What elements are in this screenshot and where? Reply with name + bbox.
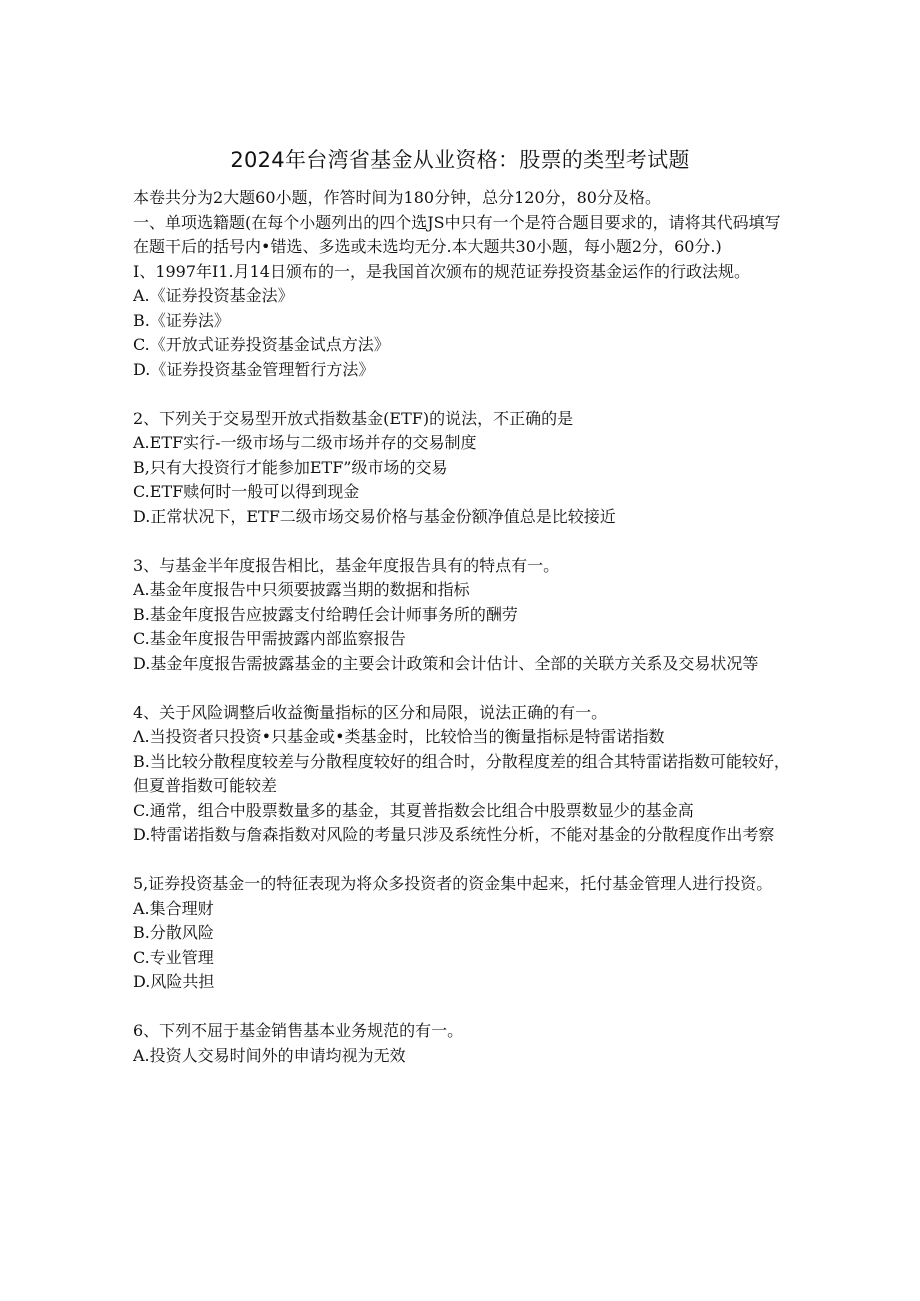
section-instruction: 一、单项选籍题(在每个小题列出的四个选JS中只有一个是符合题目要求的，请将其代码填写在题干后的括号内•错选、多选或未选均无分.本大题共30小题，每小题2分，60分.) <box>133 212 781 256</box>
option-a: A.基金年度报告中只须要披露当期的数据和指标 <box>133 580 470 599</box>
option-a: A.投资人交易时间外的申请均视为无效 <box>133 1045 406 1065</box>
option-a: A.ETF实行-一级市场与二级市场并存的交易制度 <box>133 433 477 452</box>
option-b: B.《证券法》 <box>133 310 230 330</box>
page-title: 2024年台湾省基金从业资格：股票的类型考试题 <box>230 148 690 172</box>
question-stem: 3、与基金半年度报告相比，基金年度报告具有的特点有一。 <box>133 555 560 575</box>
option-d: D.《证券投资基金管理暂行方法》 <box>133 359 375 379</box>
option-d: D.正常状况下，ETF二级市场交易价格与基金份额净值总是比较接近 <box>133 506 616 526</box>
option-d: D.风险共担 <box>133 972 215 991</box>
option-b: B.分散风险 <box>133 923 214 942</box>
option-a: A.集合理财 <box>133 898 214 918</box>
question-block <box>133 1019 793 1068</box>
question-block <box>133 260 793 383</box>
document-body <box>133 186 793 1068</box>
question-stem: 2、下列关于交易型开放式指数基金(ETF)的说法，不正确的是 <box>133 408 574 428</box>
question-stem: 4、关于风险调整后收益衡量指标的区分和局限，说法正确的有一。 <box>133 702 608 722</box>
option-a: Λ.当投资者只投资•只基金或•类基金时，比较恰当的衡量指标是特雷诺指数 <box>133 727 665 746</box>
option-b: B,只有大投资行才能参加ETF”级市场的交易 <box>133 457 448 477</box>
option-d: D.基金年度报告需披露基金的主要会计政策和会计估计、全部的关联方关系及交易状况等 <box>133 653 759 673</box>
question-block <box>133 407 793 530</box>
option-b: B.当比较分散程度较差与分散程度较好的组合时，分散程度差的组合其特雷诺指数可能较好，但夏普指数可能较差 <box>133 751 790 795</box>
option-d: D.特雷诺指数与詹森指数对风险的考量只涉及系统性分析，不能对基金的分散程度作出考察 <box>133 825 775 844</box>
option-c: C.基金年度报告甲需披露内部监察报告 <box>133 629 406 648</box>
intro-paragraph: 本卷共分为2大题60小题，作答时间为180分钟，总分120分，80分及格。 <box>133 188 661 207</box>
option-a: A.《证券投资基金法》 <box>133 286 294 305</box>
question-block <box>133 872 793 995</box>
option-c: C.通常，组合中股票数量多的基金，其夏普指数会比组合中股票数显少的基金高 <box>133 800 694 820</box>
option-c: C.《开放式证券投资基金试点方法》 <box>133 335 390 354</box>
question-block <box>133 554 793 677</box>
question-stem: 6、下列不屈于基金销售基本业务规范的有一。 <box>133 1021 464 1040</box>
option-c: C.专业管理 <box>133 947 214 967</box>
question-stem: I、1997年I1.月14日颁布的一，是我国首次颁布的规范证券投资基金运作的行政法规。 <box>133 261 750 281</box>
option-c: C.ETF赎何时一般可以得到现金 <box>133 482 360 501</box>
option-b: B.基金年度报告应披露支付给聘任会计师事务所的酬劳 <box>133 604 518 624</box>
question-stem: 5,证券投资基金一的特征表现为将众多投资者的资金集中起来，托付基金管理人进行投资。 <box>133 874 773 893</box>
question-block <box>133 701 793 848</box>
